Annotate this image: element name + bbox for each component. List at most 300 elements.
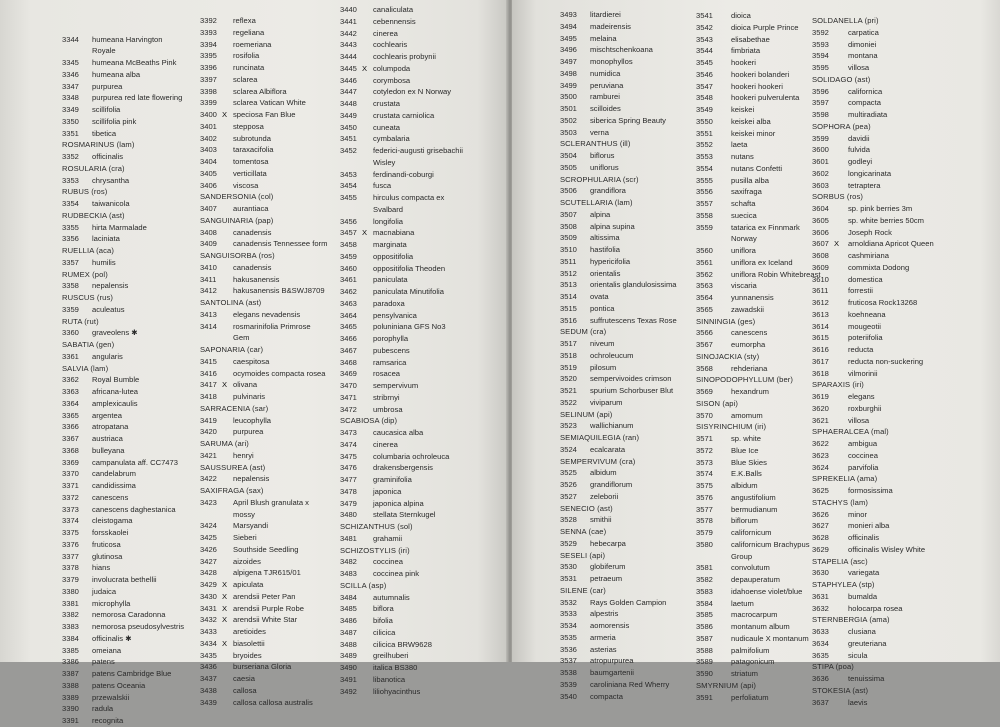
catalogue-entry — [340, 75, 500, 87]
catalogue-entry — [340, 474, 500, 486]
entry-name: Royale — [92, 46, 116, 56]
entry-name: orientalis — [590, 268, 621, 278]
catalogue-entry — [200, 509, 340, 521]
genus-heading — [200, 438, 340, 450]
genus-name: SARUMA (ari) — [200, 439, 249, 448]
catalogue-entry — [62, 10, 187, 22]
catalogue-entry — [560, 21, 710, 33]
entry-name: sp. pink berries 3m — [848, 204, 913, 213]
catalogue-entry — [560, 185, 710, 197]
genus-heading — [62, 186, 187, 198]
entry-number: 3371 — [62, 481, 79, 490]
catalogue-entry — [200, 638, 340, 650]
entry-name: dioica — [731, 11, 751, 20]
entry-name: cilicica BRW9628 — [373, 639, 432, 649]
entry-name: yunnanensis — [731, 293, 774, 302]
entry-name: cinerea — [373, 439, 398, 449]
entry-number: 3361 — [62, 351, 79, 361]
entry-number: 3367 — [62, 434, 79, 443]
entry-number: 3595 — [812, 63, 829, 72]
catalogue-entry — [200, 579, 340, 591]
genus-heading — [560, 550, 710, 562]
entry-name: ecalcarata — [590, 444, 626, 454]
entry-number: 3583 — [696, 586, 713, 596]
entry-name: verna — [590, 127, 609, 137]
entry-number: 3448 — [340, 99, 357, 108]
genus-name: SOLDANELLA (pri) — [812, 16, 879, 25]
catalogue-entry — [560, 679, 710, 691]
entry-number: 3614 — [812, 321, 829, 331]
catalogue-entry — [340, 63, 500, 75]
entry-number: 3435 — [200, 650, 217, 660]
genus-heading — [200, 485, 340, 497]
catalogue-entry — [62, 504, 187, 516]
genus-heading — [560, 526, 710, 538]
catalogue-entry — [62, 433, 187, 445]
catalogue-entry — [812, 356, 997, 368]
catalogue-entry — [560, 632, 710, 644]
entry-name: przewalskii — [92, 692, 130, 702]
catalogue-entry — [340, 380, 500, 392]
catalogue-entry — [560, 268, 710, 280]
entry-name: laeta — [731, 140, 748, 150]
entry-name: zeleborii — [590, 491, 619, 501]
entry-name: judaica — [92, 586, 117, 596]
entry-number: 3438 — [200, 685, 217, 695]
catalogue-entry — [200, 15, 340, 27]
catalogue-entry — [340, 650, 500, 662]
catalogue-entry — [340, 615, 500, 627]
entry-name: drakensbergensis — [373, 463, 433, 473]
entry-name: palmifolium — [731, 645, 770, 655]
entry-name: columbaria ochroleuca — [373, 451, 450, 461]
entry-name: striatum — [731, 669, 759, 678]
entry-name: taraxacifolia — [233, 145, 274, 155]
genus-name: SANGUINARIA (pap) — [200, 215, 274, 225]
catalogue-entry — [62, 81, 187, 93]
entry-name: suffrutescens Texas Rose — [590, 315, 677, 325]
entry-number: 3398 — [200, 86, 217, 96]
catalogue-entry — [200, 650, 340, 662]
genus-heading — [560, 432, 710, 444]
entry-name: tenuissima — [848, 674, 885, 683]
catalogue-entry — [340, 627, 500, 639]
catalogue-entry — [340, 310, 500, 322]
entry-name: holocarpa rosea — [848, 603, 903, 613]
entry-name: commixta Dodong — [848, 262, 910, 272]
entry-name: litardierei — [590, 10, 621, 19]
catalogue-entry — [340, 321, 500, 333]
entry-name: viscosa — [233, 180, 259, 190]
entry-name: coccinea — [848, 450, 878, 460]
entry-name: grandiflorum — [590, 480, 633, 489]
entry-number: 3584 — [696, 598, 713, 608]
genus-name: STAPELIA (asc) — [812, 556, 868, 566]
entry-number: 3347 — [62, 81, 79, 91]
genus-heading — [812, 379, 997, 391]
left-page-column-3 — [340, 4, 500, 697]
catalogue-entry — [560, 385, 710, 397]
catalogue-entry — [340, 686, 500, 698]
entry-number: 3396 — [200, 63, 217, 72]
entry-name: japonica — [373, 486, 402, 496]
entry-number: 3509 — [560, 233, 577, 243]
entry-name: officinalis Wisley White — [848, 544, 926, 554]
entry-name: canadensis — [233, 227, 272, 237]
entry-number: 3475 — [340, 451, 357, 461]
genus-name: SCUTELLARIA (lam) — [560, 198, 633, 207]
entry-number: 3380 — [62, 586, 79, 596]
entry-name: villosa — [848, 63, 870, 72]
entry-number: 3486 — [340, 616, 357, 625]
entry-name: autumnalis — [373, 592, 410, 602]
entry-number: 3391 — [62, 716, 79, 725]
entry-number: 3501 — [560, 104, 577, 113]
entry-number: 3575 — [696, 481, 713, 490]
genus-heading — [62, 269, 187, 281]
catalogue-entry — [812, 262, 997, 274]
entry-name: sp. white — [731, 434, 761, 443]
entry-name: hypericifolia — [590, 256, 631, 266]
entry-number: 3453 — [340, 169, 357, 179]
entry-name: umbrosa — [373, 404, 403, 414]
entry-number: 3406 — [200, 180, 217, 190]
entry-number: 3558 — [696, 210, 713, 220]
catalogue-entry — [560, 232, 710, 244]
entry-name: callosa — [233, 685, 257, 695]
catalogue-entry — [200, 415, 340, 427]
catalogue-entry — [812, 485, 997, 497]
entry-number: 3353 — [62, 175, 79, 185]
entry-number: 3344 — [62, 34, 79, 44]
entry-number: 3606 — [812, 227, 829, 237]
catalogue-entry — [340, 368, 500, 380]
entry-number: 3554 — [696, 163, 713, 173]
entry-number: 3350 — [62, 116, 79, 126]
entry-name: stellata Sternkugel — [373, 510, 436, 520]
entry-number: 3372 — [62, 492, 79, 502]
entry-number: 3442 — [340, 28, 357, 38]
entry-name: viviparum — [590, 397, 623, 407]
catalogue-entry — [560, 315, 710, 327]
entry-number: 3349 — [62, 105, 79, 114]
entry-number: 3598 — [812, 110, 829, 119]
entry-name: chrysantha — [92, 175, 130, 185]
genus-name: SOPHORA (pea) — [812, 121, 871, 131]
entry-number: 3436 — [200, 662, 217, 672]
entry-name: macnabiana — [373, 228, 415, 238]
entry-number: 3505 — [560, 162, 577, 172]
entry-number: 3563 — [696, 281, 713, 291]
entry-number: 3527 — [560, 491, 577, 501]
catalogue-entry — [200, 614, 340, 626]
entry-number: 3444 — [340, 52, 357, 61]
entry-name: Gem — [233, 333, 250, 343]
entry-name: koehneana — [848, 309, 886, 319]
catalogue-entry — [200, 426, 340, 438]
entry-number: 3441 — [340, 16, 357, 26]
entry-number: 3366 — [62, 422, 79, 432]
entry-name: aculeatus — [92, 304, 125, 314]
entry-name: Group — [731, 551, 753, 561]
catalogue-entry — [200, 626, 340, 638]
entry-number: 3458 — [340, 240, 357, 249]
entry-name: uniflorus — [590, 162, 619, 172]
genus-heading — [200, 403, 340, 415]
catalogue-entry — [200, 133, 340, 145]
entry-name: alpina — [590, 209, 611, 219]
entry-number: 3429 — [200, 580, 217, 589]
entry-number: 3545 — [696, 58, 713, 67]
entry-number: 3508 — [560, 221, 577, 231]
catalogue-entry — [200, 62, 340, 74]
entry-number: 3574 — [696, 469, 713, 479]
entry-name: fruticosa — [92, 539, 121, 549]
entry-name: oppositifolia Theoden — [373, 263, 446, 273]
catalogue-entry — [62, 692, 187, 704]
entry-number: 3399 — [200, 98, 217, 108]
entry-name: scilloides — [590, 104, 621, 113]
entry-number: 3401 — [200, 121, 217, 131]
left-page-column-1 — [62, 10, 187, 727]
entry-number: 3483 — [340, 569, 357, 578]
genus-heading — [62, 210, 187, 222]
entry-number: 3357 — [62, 257, 79, 267]
catalogue-entry — [560, 80, 710, 92]
genus-name: SPREKELIA (ama) — [812, 474, 878, 484]
entry-name: ocymoides compacta rosea — [233, 368, 326, 378]
genus-heading — [812, 74, 997, 86]
genus-name: SISYRINCHIUM (iri) — [696, 422, 767, 432]
genus-name: SANGUISORBA (ros) — [200, 251, 275, 260]
entry-number: 3538 — [560, 668, 577, 677]
catalogue-entry — [812, 215, 997, 227]
entry-name: hookeri pulverulenta — [731, 93, 800, 103]
entry-name: grahamii — [373, 533, 403, 543]
catalogue-entry — [62, 116, 187, 128]
entry-number: 3529 — [560, 538, 577, 548]
entry-number: 3524 — [560, 444, 577, 454]
catalogue-entry — [340, 345, 500, 357]
entry-name: porophylla — [373, 334, 409, 343]
entry-name: armeria — [590, 632, 616, 642]
catalogue-entry — [200, 227, 340, 239]
catalogue-entry — [200, 27, 340, 39]
catalogue-entry — [62, 574, 187, 586]
catalogue-entry — [340, 274, 500, 286]
catalogue-entry — [62, 304, 187, 316]
entry-number: 3471 — [340, 392, 357, 402]
catalogue-entry — [200, 109, 340, 121]
catalogue-entry — [62, 175, 187, 187]
entry-name: canadensis — [233, 262, 272, 272]
catalogue-entry — [200, 309, 340, 321]
catalogue-entry — [200, 603, 340, 615]
catalogue-entry — [340, 568, 500, 580]
entry-name: monieri alba — [848, 521, 890, 531]
entry-name: parvifolia — [848, 462, 879, 472]
entry-number: 3517 — [560, 339, 577, 348]
catalogue-entry — [560, 620, 710, 632]
entry-number: 3612 — [812, 298, 829, 307]
catalogue-entry — [812, 697, 997, 709]
entry-number: 3469 — [340, 369, 357, 379]
entry-name: runcinata — [233, 63, 265, 72]
entry-number: 3587 — [696, 633, 713, 643]
catalogue-entry — [560, 608, 710, 620]
genus-heading — [812, 497, 997, 509]
entry-number: 3465 — [340, 322, 357, 332]
catalogue-entry — [560, 68, 710, 80]
entry-number: 3466 — [340, 334, 357, 343]
entry-number: 3392 — [200, 16, 217, 25]
entry-number: 3432 — [200, 615, 217, 625]
genus-name: STACHYS (lam) — [812, 497, 869, 507]
genus-heading — [812, 15, 997, 27]
entry-name: olivana — [233, 380, 258, 390]
genus-name: SAUSSUREA (ast) — [200, 462, 266, 472]
catalogue-entry — [812, 332, 997, 344]
entry-name: pilosum — [590, 362, 617, 372]
entry-number: 3394 — [200, 39, 217, 49]
entry-number: 3503 — [560, 127, 577, 137]
entry-name: officinalis — [848, 533, 880, 542]
entry-name: arendsii Purple Robe — [233, 603, 304, 613]
catalogue-entry — [200, 356, 340, 368]
entry-name: Rays Golden Campion — [590, 597, 667, 607]
entry-number: 3381 — [62, 598, 79, 608]
catalogue-entry — [560, 150, 710, 162]
genus-name: SALVIA (lam) — [62, 363, 109, 373]
catalogue-entry — [812, 567, 997, 579]
catalogue-entry — [200, 180, 340, 192]
catalogue-entry — [200, 685, 340, 697]
entry-name: atropurpurea — [590, 656, 634, 666]
catalogue-entry — [560, 350, 710, 362]
entry-name: saxifraga — [731, 187, 762, 197]
entry-name: humeana McBeaths Pink — [92, 58, 177, 67]
entry-name: marginata — [373, 240, 407, 249]
genus-heading — [200, 191, 340, 203]
genus-name: SEMPERVIVUM (cra) — [560, 456, 636, 466]
entry-name: albidum — [731, 481, 758, 490]
catalogue-entry — [812, 50, 997, 62]
entry-number: 3549 — [696, 105, 713, 114]
entry-name: Svalbard — [373, 204, 403, 214]
genus-name: RUMEX (pol) — [62, 269, 108, 279]
entry-number: 3490 — [340, 663, 357, 672]
catalogue-entry — [812, 509, 997, 521]
catalogue-entry — [340, 216, 500, 228]
entry-name: mougeotii — [848, 321, 881, 331]
genus-heading — [340, 580, 500, 592]
entry-number: 3534 — [560, 621, 577, 630]
entry-number: 3637 — [812, 697, 829, 707]
genus-name: SCROPHULARIA (scr) — [560, 174, 639, 184]
entry-name: aizoides — [233, 556, 261, 566]
catalogue-entry — [62, 457, 187, 469]
entry-number: 3582 — [696, 575, 713, 584]
entry-number: 3500 — [560, 92, 577, 102]
entry-name: scillifolia — [92, 105, 121, 114]
entry-name: cotyledon ex N Norway — [373, 87, 452, 97]
entry-number: 3610 — [812, 274, 829, 284]
entry-number: 3499 — [560, 80, 577, 90]
catalogue-entry — [200, 497, 340, 509]
entry-name: canescens — [92, 492, 129, 502]
catalogue-entry — [200, 391, 340, 403]
catalogue-entry — [560, 56, 710, 68]
catalogue-entry — [200, 86, 340, 98]
entry-name: cochlearis probynii — [373, 52, 436, 61]
entry-name: biflora — [373, 604, 394, 614]
right-page-column-3 — [812, 15, 997, 708]
catalogue-entry — [340, 603, 500, 615]
catalogue-entry — [560, 103, 710, 115]
entry-number: 3543 — [696, 34, 713, 44]
catalogue-entry — [560, 573, 710, 585]
entry-name: Sieberi — [233, 533, 257, 542]
catalogue-entry — [62, 492, 187, 504]
entry-number: 3636 — [812, 674, 829, 683]
catalogue-entry — [200, 544, 340, 556]
genus-name: STOKESIA (ast) — [812, 685, 869, 695]
catalogue-entry — [340, 169, 500, 181]
catalogue-entry — [340, 145, 500, 157]
genus-name: SANDERSONIA (col) — [200, 192, 274, 202]
catalogue-entry — [812, 403, 997, 415]
entry-name: domestica — [848, 274, 883, 284]
entry-number: 3560 — [696, 246, 713, 255]
entry-mark: X — [222, 380, 228, 390]
entry-name: pusilla alba — [731, 175, 769, 185]
entry-number: 3588 — [696, 645, 713, 655]
entry-number: 3561 — [696, 257, 713, 267]
genus-heading — [812, 556, 997, 568]
genus-name: SPARAXIS (iri) — [812, 380, 864, 390]
catalogue-entry — [200, 285, 340, 297]
entry-number: 3630 — [812, 568, 829, 578]
catalogue-entry — [340, 180, 500, 192]
entry-name: montana — [848, 51, 878, 61]
entry-number: 3385 — [62, 645, 79, 655]
catalogue-entry — [560, 538, 710, 550]
entry-name: dioica Purple Prince — [731, 22, 799, 32]
entry-number: 3626 — [812, 509, 829, 519]
entry-name: caroliniana Red Wherry — [590, 679, 670, 689]
entry-number: 3358 — [62, 281, 79, 291]
genus-name: STAPHYLEA (stp) — [812, 580, 875, 589]
entry-number: 3431 — [200, 603, 217, 613]
entry-number: 3363 — [62, 387, 79, 396]
entry-name: sclarea Albiflora — [233, 86, 287, 96]
entry-number: 3375 — [62, 528, 79, 537]
catalogue-entry — [560, 491, 710, 503]
entry-name: April Blush granulata x — [233, 497, 309, 507]
entry-name: siberica Spring Beauty — [590, 115, 666, 125]
catalogue-entry — [560, 244, 710, 256]
genus-heading — [812, 191, 997, 203]
catalogue-entry — [200, 591, 340, 603]
genus-heading — [62, 339, 187, 351]
entry-number: 3403 — [200, 145, 217, 155]
entry-number: 3368 — [62, 445, 79, 455]
entry-number: 3597 — [812, 98, 829, 108]
catalogue-entry — [340, 498, 500, 510]
catalogue-entry — [340, 662, 500, 674]
entry-name: Blue Skies — [731, 457, 767, 467]
catalogue-entry — [560, 420, 710, 432]
